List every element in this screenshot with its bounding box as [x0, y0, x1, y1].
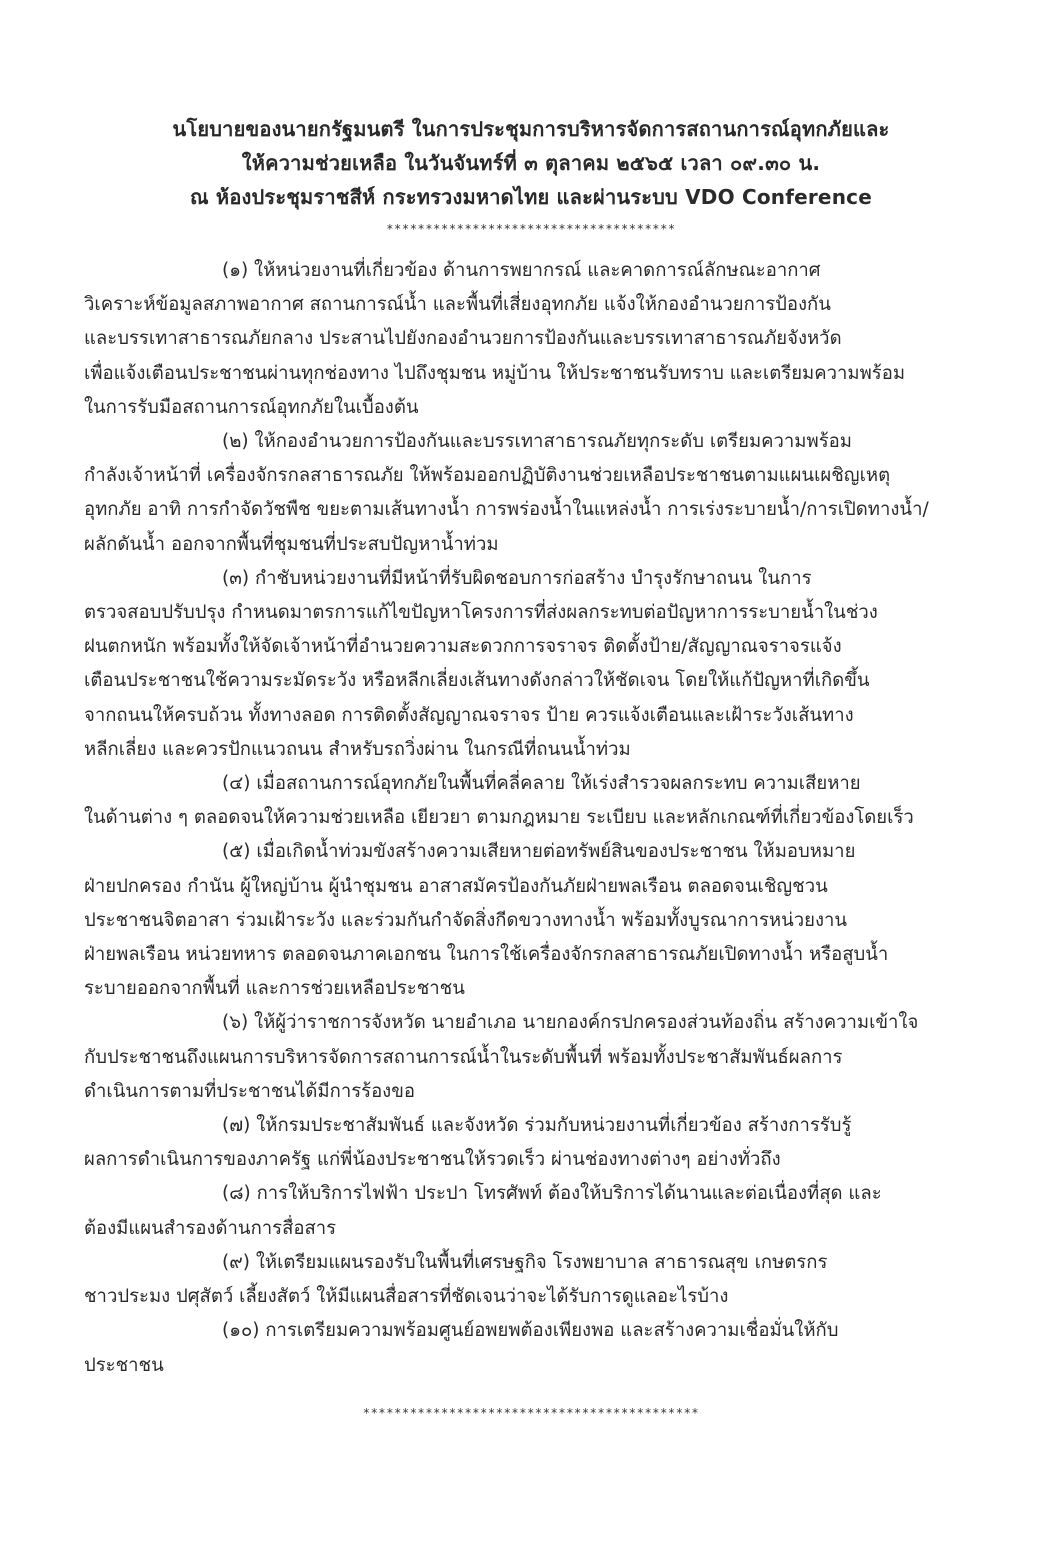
paragraph-line: ชาวประมง ปศุสัตว์ เลี้ยงสัตว์ ให้มีแผนสื่อสารที่ชัดเจนว่าจะได้รับการดูแลอะไรบ้าง — [84, 1286, 729, 1308]
paragraph-line: หลีกเลี่ยง และควรปักแนวถนน สำหรับรถวิ่งผ่าน ในกรณีที่ถนนน้ำท่วม — [84, 738, 631, 760]
title-line: ณ ห้องประชุมราชสีห์ กระทรวงมหาดไทย และผ่านระบบ VDO Conference — [190, 185, 872, 209]
policy-item-1 — [84, 254, 944, 425]
paragraph-line: (๘) การให้บริการไฟฟ้า ประปา โทรศัพท์ ต้องให้บริการได้นานและต่อเนื่องที่สุด และ — [222, 1183, 882, 1205]
paragraph-line: ฝ่ายพลเรือน หน่วยทหาร ตลอดจนภาคเอกชน ในการใช้เครื่องจักรกลสาธารณภัยเปิดทางน้ำ หรือสูบน้ำ — [84, 944, 889, 966]
paragraph-line: ตรวจสอบปรับปรุง กำหนดมาตรการแก้ไขปัญหาโครงการที่ส่งผลกระทบต่อปัญหาการระบายน้ำในช่วง — [84, 602, 878, 624]
policy-item-3 — [84, 562, 944, 767]
asterisk-divider-bottom: ******************************************* — [362, 1406, 700, 1420]
paragraph-line: ดำเนินการตามที่ประชาชนได้มีการร้องขอ — [84, 1080, 415, 1102]
document-header — [0, 112, 1062, 214]
paragraph-line: เพื่อแจ้งเตือนประชาชนผ่านทุกช่องทาง ไปถึงชุมชน หมู่บ้าน ให้ประชาชนรับทราบ และเตรียมความพร้อม — [84, 362, 906, 384]
policy-item-6 — [84, 1006, 944, 1109]
paragraph-line: (๑๐) การเตรียมความพร้อมศูนย์อพยพต้องเพียงพอ และสร้างความเชื่อมั่นให้กับ — [222, 1320, 839, 1342]
document-body — [84, 254, 944, 1383]
paragraph-line: ฝนตกหนัก พร้อมทั้งให้จัดเจ้าหน้าที่อำนวยความสะดวกการจราจร ติดตั้งป้าย/สัญญาณจราจรแจ้ง — [84, 636, 842, 658]
paragraph-line: (๗) ให้กรมประชาสัมพันธ์ และจังหวัด ร่วมกับหน่วยงานที่เกี่ยวข้อง สร้างการรับรู้ — [222, 1115, 852, 1137]
paragraph-line: ผลการดำเนินการของภาครัฐ แก่พี่น้องประชาชนให้รวดเร็ว ผ่านช่องทางต่างๆ อย่างทั่วถึง — [84, 1149, 781, 1171]
paragraph-line: ในการรับมือสถานการณ์อุทกภัยในเบื้องต้น — [84, 396, 419, 418]
policy-item-4 — [84, 767, 944, 835]
paragraph-line: (๙) ให้เตรียมแผนรองรับในพื้นที่เศรษฐกิจ โรงพยาบาล สาธารณสุข เกษตรกร — [222, 1251, 828, 1273]
policy-item-2 — [84, 425, 944, 562]
paragraph-line: กำลังเจ้าหน้าที่ เครื่องจักรกลสาธารณภัย ให้พร้อมออกปฏิบัติงานช่วยเหลือประชาชนตามแผนเผชิญเหตุ — [84, 465, 891, 487]
paragraph-line: (๓) กำชับหน่วยงานที่มีหน้าที่รับผิดชอบการก่อสร้าง บำรุงรักษาถนน ในการ — [222, 567, 812, 589]
policy-item-5 — [84, 835, 944, 1006]
paragraph-line: (๖) ให้ผู้ว่าราชการจังหวัด นายอำเภอ นายกองค์กรปกครองส่วนท้องถิ่น สร้างความเข้าใจ — [222, 1012, 919, 1034]
policy-item-9 — [84, 1246, 944, 1314]
paragraph-line: จากถนนให้ครบถ้วน ทั้งทางลอด การติดตั้งสัญญาณจราจร ป้าย ควรแจ้งเตือนและเฝ้าระวังเส้นทาง — [84, 704, 854, 726]
paragraph-line: ระบายออกจากพื้นที่ และการช่วยเหลือประชาชน — [84, 978, 465, 1000]
paragraph-line: (๒) ให้กองอำนวยการป้องกันและบรรเทาสาธารณภัยทุกระดับ เตรียมความพร้อม — [222, 431, 852, 453]
paragraph-line: อุทกภัย อาทิ การกำจัดวัชพืช ขยะตามเส้นทางน้ำ การพร่องน้ำในแหล่งน้ำ การเร่งระบายน้ำ/การเปิดทางน้ำ/ — [84, 499, 929, 521]
paragraph-line: กับประชาชนถึงแผนการบริหารจัดการสถานการณ์น้ำในระดับพื้นที่ พร้อมทั้งประชาสัมพันธ์ผลการ — [84, 1046, 843, 1068]
paragraph-line: ในด้านต่าง ๆ ตลอดจนให้ความช่วยเหลือ เยียวยา ตามกฎหมาย ระเบียบ และหลักเกณฑ์ที่เกี่ยวข้องโดยเร็ว — [84, 807, 914, 829]
policy-item-10 — [84, 1314, 944, 1382]
paragraph-line: เตือนประชาชนใช้ความระมัดระวัง หรือหลีกเลี่ยงเส้นทางดังกล่าวให้ชัดเจน โดยให้แก้ปัญหาที่เกิดขึ้น — [84, 670, 870, 692]
policy-item-8 — [84, 1177, 944, 1245]
paragraph-line: (๕) เมื่อเกิดน้ำท่วมขังสร้างความเสียหายต่อทรัพย์สินของประชาชน ให้มอบหมาย — [222, 841, 856, 863]
paragraph-line: และบรรเทาสาธารณภัยกลาง ประสานไปยังกองอำนวยการป้องกันและบรรเทาสาธารณภัยจังหวัด — [84, 328, 842, 350]
paragraph-line: ฝ่ายปกครอง กำนัน ผู้ใหญ่บ้าน ผู้นำชุมชน อาสาสมัครป้องกันภัยฝ่ายพลเรือน ตลอดจนเชิญชวน — [84, 875, 828, 897]
title-line: นโยบายของนายกรัฐมนตรี ในการประชุมการบริหารจัดการสถานการณ์อุทกภัยและ — [172, 117, 890, 141]
paragraph-line: ประชาชนจิตอาสา ร่วมเฝ้าระวัง และร่วมกันกำจัดสิ่งกีดขวางทางน้ำ พร้อมทั้งบูรณาการหน่วยงาน — [84, 909, 848, 931]
paragraph-line: ประชาชน — [84, 1354, 164, 1376]
paragraph-line: (๔) เมื่อสถานการณ์อุทกภัยในพื้นที่คลี่คลาย ให้เร่งสำรวจผลกระทบ ความเสียหาย — [222, 773, 861, 795]
paragraph-line: ต้องมีแผนสำรองด้านการสื่อสาร — [84, 1217, 337, 1239]
title-line: ให้ความช่วยเหลือ ในวันจันทร์ที่ ๓ ตุลาคม ๒๕๖๕ เวลา ๐๙.๓๐ น. — [241, 151, 821, 175]
asterisk-divider-top: ************************************* — [386, 222, 676, 236]
policy-item-7 — [84, 1109, 944, 1177]
paragraph-line: ผลักดันน้ำ ออกจากพื้นที่ชุมชนที่ประสบปัญหาน้ำท่วม — [84, 533, 499, 555]
paragraph-line: วิเคราะห์ข้อมูลสภาพอากาศ สถานการณ์น้ำ และพื้นที่เสี่ยงอุทกภัย แจ้งให้กองอำนวยการป้องกัน — [84, 294, 831, 316]
paragraph-line: (๑) ให้หน่วยงานที่เกี่ยวข้อง ด้านการพยากรณ์ และคาดการณ์ลักษณะอากาศ — [222, 260, 821, 281]
